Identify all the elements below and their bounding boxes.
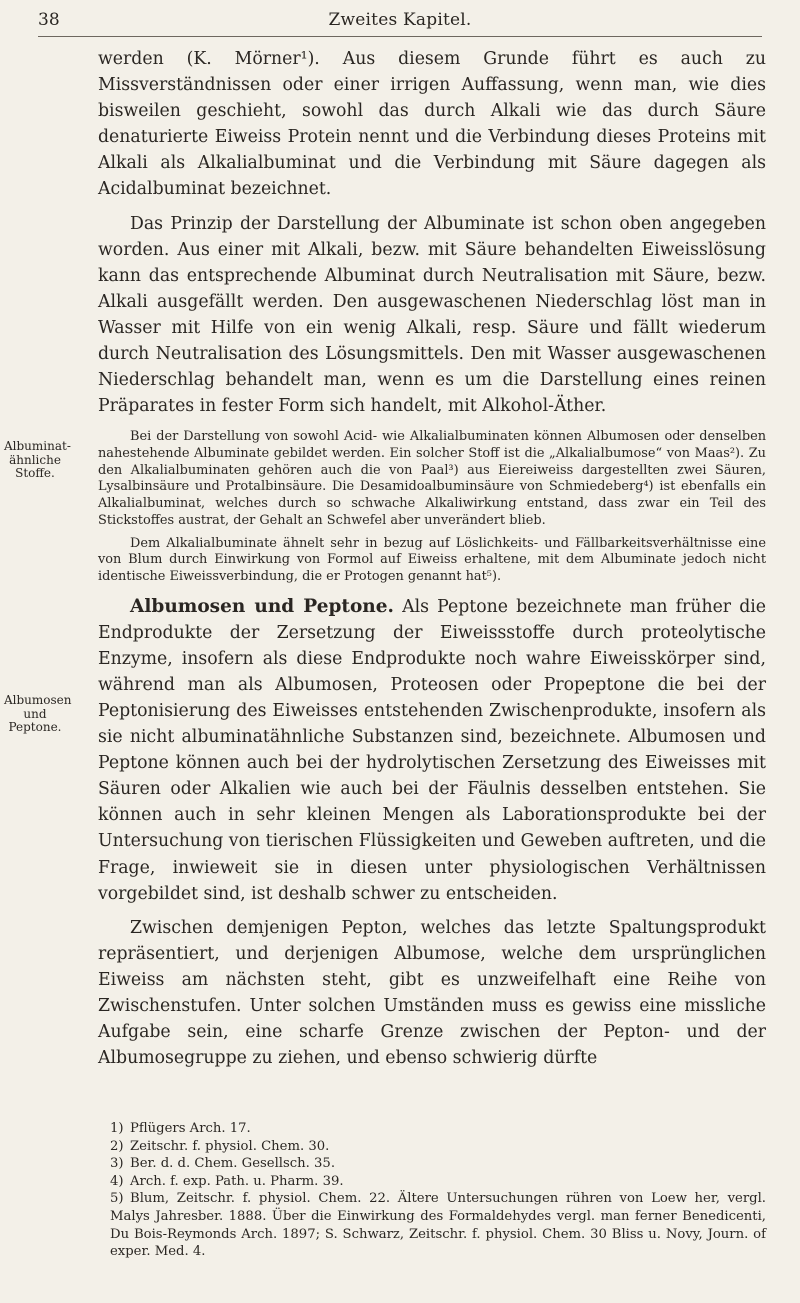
footnote: 3) Ber. d. d. Chem. Gesellsch. 35. [110, 1156, 336, 1172]
footnote: 2) Zeitschr. f. physiol. Chem. 30. [110, 1138, 330, 1154]
paragraph-3-text: Als Peptone bezeichnete man früher die Endprodukte der Zersetzung der Eiweissstoffe durch proteolytische Enzyme, insofern als diese Endprodukte noch wahre Eiweisskörper sind, während man als Albumosen, Proteosen oder Propeptone die bei der Peptonisierung des Eiweisses entstehenden Zwischenprodukte, insofern als sie nicht albuminatähnliche Substanzen sind, bezeichnete. Albumosen und Peptone können auch bei der hydrolytischen Zersetzung des Eiweisses mit Säuren oder Alkalien wie auch bei der Fäulnis desselben entstehen. Sie können auch in sehr kleinen Mengen als Laborationsprodukte bei der Untersuchung von tierischen Flüssigkeiten und Geweben auftreten, und die Frage, inwieweit sie in diesen unter physiologischen Verhältnissen vorgebildet sind, ist deshalb schwer zu entscheiden. [98, 596, 767, 904]
page-number: 38 [38, 10, 60, 30]
paragraph-1: werden (K. Mörner¹). Aus diesem Grunde führt es auch zu Missverständnissen oder einer irrigen Auffassung, wenn man, wie dies bisweilen geschieht, sowohl das durch Alkali wie das durch Säure denaturierte Eiweiss Protein nennt und die Verbindung dieses Proteins mit Alkali als Alkalialbuminat und die Verbindung mit Säure dagegen als Acidalbuminat bezeichnet. [98, 49, 766, 200]
paragraph-4: Zwischen demjenigen Pepton, welches das letzte Spaltungsprodukt repräsentiert, und derjenigen Albumose, welche dem ursprünglichen Eiweiss am nächsten steht, gibt es unzweifelhaft eine Reihe von Zwischenstufen. Unter solchen Umständen muss es gewiss eine missliche Aufgabe sein, eine scharfe Grenze zwischen der Pepton- und der Albumosegruppe zu ziehen, und ebenso schwierig dürfte [98, 917, 766, 1069]
section-heading: Albumosen und Peptone. [130, 595, 394, 617]
paragraph-3 [98, 594, 766, 907]
margin-note-albuminat: Albuminat-ähnliche Stoffe. [4, 439, 71, 480]
paragraph-2: Das Prinzip der Darstellung der Albuminate ist schon oben angegeben worden. Aus einer mit Alkali, bezw. mit Säure behandelten Eiweisslösung kann das entsprechende Albuminat durch Neutralisation mit Säure, bezw. Alkali ausgefällt werden. Den ausgewaschenen Niederschlag löst man in Wasser mit Hilfe von ein wenig Alkali, resp. Säure und fällt wiederum durch Neutralisation des Lösungsmittels. Den mit Wasser ausgewaschenen Niederschlag behandelt man, wenn es um die Darstellung eines reinen Präparates in fester Form sich handelt, mit Alkohol-Äther. [98, 213, 766, 417]
footnote: 1) Pflügers Arch. 17. [110, 1121, 251, 1136]
running-head: Zweites Kapitel. [328, 10, 472, 30]
small-print-2: Dem Alkalialbuminate ähnelt sehr in bezug auf Löslichkeits- und Fällbarkeitsverhältnisse eine von Blum durch Einwirkung von Formol auf Eiweiss erhaltene, mit dem Albuminate jedoch nicht identische Eiweissverbindung, die er Protogen genannt hat⁵). [98, 535, 766, 584]
small-print-1: Bei der Darstellung von sowohl Acid- wie Alkalialbuminaten können Albumosen oder denselben nahestehende Albuminate gebildet werden. Ein solcher Stoff ist die „Alkalialbumose“ von Maas²). Zu den Alkalialbuminaten gehören auch die von Paal³) aus Eiereiweiss dargestellten zwei Säuren, Lysalbinsäure und Protalbinsäure. Die Desamidoalbuminsäure von Schmiedeberg⁴) ist ebenfalls ein Alkalialbuminat, welches durch so schwache Alkaliwirkung entstand, dass zwar ein Teil des Stickstoffes austrat, der Gehalt an Schwefel aber unverändert blieb. [98, 429, 766, 528]
footnote: 5) Blum, Zeitschr. f. physiol. Chem. 22. Ältere Untersuchungen rühren von Loew her, vergl. Malys Jahresber. 1888. Über die Einwirkung des Formaldehydes vergl. man ferner Benedicenti, Du Bois-Reymonds Arch. 1897; S. Schwarz, Zeitschr. f. physiol. Chem. 30 Bliss u. Novy, Journ. of exper. Med. 4. [110, 1191, 766, 1260]
margin-note-albumosen: Albumosen und Peptone. [4, 693, 72, 734]
footnote: 4) Arch. f. exp. Path. u. Pharm. 39. [110, 1173, 344, 1189]
page-header [38, 10, 762, 34]
header-rule [38, 36, 762, 37]
footnotes [110, 1120, 766, 1261]
main-text [98, 46, 766, 1071]
